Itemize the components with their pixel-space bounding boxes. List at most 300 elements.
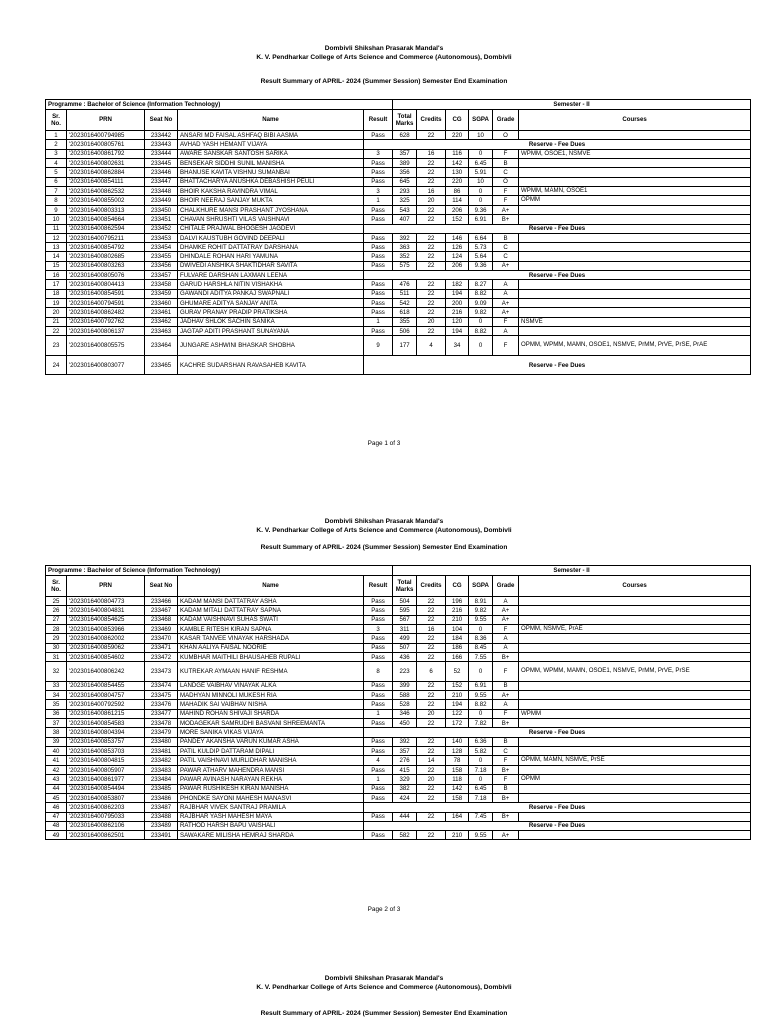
cell-cg: 152: [446, 215, 469, 224]
cell-name: JADHAV SHLOK SACHIN SANIKA: [178, 317, 364, 327]
cell-sgpa: 0: [469, 775, 493, 785]
cell-total: 177: [393, 336, 417, 356]
cell-seat: 233455: [145, 252, 178, 261]
cell-grade: A: [493, 700, 519, 709]
cell-total: 293: [393, 186, 417, 196]
cell-grade: C: [493, 747, 519, 756]
cell-sgpa: 0: [469, 624, 493, 634]
cell-courses: OPMM: [519, 775, 751, 785]
cell-credits: 22: [417, 747, 446, 756]
cell-grade: A+: [493, 205, 519, 214]
cell-seat: 233465: [145, 355, 178, 375]
cell-sgpa: 9.55: [469, 615, 493, 624]
cell-cg: 164: [446, 812, 469, 821]
cell-sr: 19: [46, 298, 67, 307]
cell-sr: 41: [46, 756, 67, 766]
cell-courses: [519, 298, 751, 307]
cell-name: CHITALE PRAJWAL BHOGESH JAGDEVI: [178, 224, 364, 233]
cell-grade: A+: [493, 615, 519, 624]
cell-sgpa: 5.73: [469, 243, 493, 252]
cell-cg: 128: [446, 747, 469, 756]
cell-name: KASAR TANVEE VINAYAK HARSHADA: [178, 634, 364, 643]
cell-name: PATIL KULDIP DATTARAM DIPALI: [178, 747, 364, 756]
cell-result: Pass: [364, 289, 393, 298]
cell-sr: 33: [46, 681, 67, 690]
cell-credits: 22: [417, 308, 446, 317]
cell-total: 588: [393, 691, 417, 700]
cell-sgpa: 8.82: [469, 700, 493, 709]
cell-total: 595: [393, 606, 417, 615]
cell-cg: 166: [446, 652, 469, 661]
table-row: [46, 233, 751, 242]
cell-cg: 158: [446, 765, 469, 774]
cell-result: 8: [364, 662, 393, 682]
cell-reserve-status: Reserve - Fee Dues: [364, 224, 751, 233]
cell-seat: 233459: [145, 289, 178, 298]
cell-prn: '2023016400804773: [67, 597, 145, 606]
cell-result: Pass: [364, 261, 393, 270]
cell-cg: 114: [446, 196, 469, 206]
semester-label: Semester - II: [393, 100, 751, 110]
cell-sgpa: 0: [469, 662, 493, 682]
cell-name: KAMBLE RITESH KIRAN SAPNA: [178, 624, 364, 634]
cell-prn: '2023016400853966: [67, 624, 145, 634]
cell-name: PHONDKE SAYONI MAHESH MANASVI: [178, 793, 364, 802]
cell-total: 223: [393, 662, 417, 682]
cell-cg: 118: [446, 775, 469, 785]
cell-sgpa: 0: [469, 756, 493, 766]
cell-name: MODAGEKAR SAMRUDHI BASVANI SHREEMANTA: [178, 719, 364, 728]
cell-name: GHUMARE ADITYA SANJAY ANITA: [178, 298, 364, 307]
cell-sr: 44: [46, 784, 67, 793]
col-result: Result: [364, 110, 393, 131]
cell-sr: 13: [46, 243, 67, 252]
cell-name: BHOIR KAKSHA RAVINDRA VIMAL: [178, 186, 364, 196]
cell-total: 392: [393, 233, 417, 242]
report-title: Result Summary of APRIL- 2024 (Summer Session) Semester End Examination: [260, 544, 508, 551]
cell-credits: 22: [417, 159, 446, 168]
cell-cg: 142: [446, 159, 469, 168]
cell-sgpa: 8.36: [469, 634, 493, 643]
cell-name: MORE SANIKA VIKAS VIJAYA: [178, 728, 364, 737]
cell-name: RATHOD HARSH BAPU VAISHALI: [178, 821, 364, 830]
cell-result: 4: [364, 756, 393, 766]
cell-sgpa: 0: [469, 186, 493, 196]
cell-cg: 78: [446, 756, 469, 766]
cell-sr: 23: [46, 336, 67, 356]
report-title: Result Summary of APRIL- 2024 (Summer Session) Semester End Examination: [260, 78, 508, 85]
cell-sr: 4: [46, 159, 67, 168]
cell-grade: B: [493, 737, 519, 746]
cell-name: PANDEY AKANSHA VARUN KUMAR ASHA: [178, 737, 364, 746]
cell-sr: 35: [46, 700, 67, 709]
cell-courses: [519, 597, 751, 606]
cell-name: JUNGARE ASHWINI BHASKAR SHOBHA: [178, 336, 364, 356]
cell-sgpa: 5.82: [469, 747, 493, 756]
cell-result: Pass: [364, 747, 393, 756]
col-courses: Courses: [519, 576, 751, 597]
cell-reserve-status: Reserve - Fee Dues: [364, 140, 751, 149]
cell-cg: 158: [446, 793, 469, 802]
cell-total: 356: [393, 168, 417, 177]
cell-seat: 233460: [145, 298, 178, 307]
table-row: [46, 793, 751, 802]
cell-seat: 233469: [145, 624, 178, 634]
cell-seat: 233445: [145, 159, 178, 168]
cell-seat: 233473: [145, 662, 178, 682]
cell-prn: '2023016400794985: [67, 131, 145, 140]
cell-sr: 45: [46, 793, 67, 802]
cell-courses: [519, 747, 751, 756]
table-row: [46, 756, 751, 766]
cell-result: 9: [364, 336, 393, 356]
table-row: [46, 606, 751, 615]
cell-prn: '2023016400792762: [67, 317, 145, 327]
cell-courses: [519, 308, 751, 317]
cell-reserve-status: Reserve - Fee Dues: [364, 803, 751, 812]
cell-courses: [519, 765, 751, 774]
cell-credits: 16: [417, 186, 446, 196]
cell-grade: O: [493, 131, 519, 140]
cell-name: DWIVEDI ANSHIKA SHAKTIDHAR SAVITA: [178, 261, 364, 270]
table-row: [46, 634, 751, 643]
cell-courses: WPMM, MAMN, OSOE1: [519, 186, 751, 196]
cell-grade: A+: [493, 606, 519, 615]
cell-sgpa: 9.55: [469, 691, 493, 700]
cell-credits: 22: [417, 765, 446, 774]
cell-result: 3: [364, 624, 393, 634]
cell-prn: '2023016400795211: [67, 233, 145, 242]
cell-cg: 120: [446, 317, 469, 327]
cell-prn: '2023016400854494: [67, 784, 145, 793]
cell-total: 507: [393, 643, 417, 652]
cell-courses: [519, 168, 751, 177]
cell-total: 504: [393, 597, 417, 606]
cell-cg: 146: [446, 233, 469, 242]
cell-credits: 22: [417, 831, 446, 840]
table-row: [46, 821, 751, 830]
table-row: [46, 336, 751, 356]
cell-credits: 20: [417, 317, 446, 327]
cell-total: 450: [393, 719, 417, 728]
cell-cg: 126: [446, 243, 469, 252]
cell-result: Pass: [364, 177, 393, 186]
cell-credits: 22: [417, 289, 446, 298]
cell-name: DHAMKE ROHIT DATTATRAY DARSHANA: [178, 243, 364, 252]
cell-sgpa: 7.18: [469, 793, 493, 802]
cell-prn: '2023016400862203: [67, 803, 145, 812]
cell-credits: 22: [417, 691, 446, 700]
col-total: Total Marks: [393, 110, 417, 131]
cell-credits: 22: [417, 615, 446, 624]
cell-name: DALVI KAUSTUBH GOVIND DEEPALI: [178, 233, 364, 242]
table-header-row: [46, 576, 751, 597]
cell-name: PAWAR ATHARV MAHENDRA MANSI: [178, 765, 364, 774]
institution-name: Dombivli Shikshan Prasarak Mandal's: [324, 518, 444, 525]
cell-grade: B: [493, 681, 519, 690]
cell-reserve-status: Reserve - Fee Dues: [364, 355, 751, 375]
cell-grade: A+: [493, 298, 519, 307]
cell-seat: 233456: [145, 261, 178, 270]
cell-cg: 142: [446, 784, 469, 793]
col-seat: Seat No: [145, 110, 178, 131]
cell-credits: 22: [417, 652, 446, 661]
cell-result: Pass: [364, 831, 393, 840]
table-row: [46, 308, 751, 317]
col-result: Result: [364, 576, 393, 597]
cell-cg: 34: [446, 336, 469, 356]
cell-sr: 17: [46, 280, 67, 289]
cell-result: 1: [364, 317, 393, 327]
cell-prn: '2023016400862501: [67, 831, 145, 840]
cell-sgpa: 8.91: [469, 597, 493, 606]
cell-grade: F: [493, 775, 519, 785]
institution-name: Dombivli Shikshan Prasarak Mandal's: [324, 975, 444, 982]
cell-sr: 42: [46, 765, 67, 774]
cell-sr: 37: [46, 719, 67, 728]
cell-courses: [519, 215, 751, 224]
cell-prn: '2023016400854455: [67, 681, 145, 690]
cell-credits: 22: [417, 606, 446, 615]
cell-result: 1: [364, 709, 393, 719]
cell-courses: [519, 691, 751, 700]
cell-name: FULVARE DARSHAN LAXMAN LEENA: [178, 271, 364, 280]
cell-sr: 48: [46, 821, 67, 830]
cell-seat: 233444: [145, 149, 178, 159]
col-courses: Courses: [519, 110, 751, 131]
cell-credits: 22: [417, 327, 446, 336]
cell-credits: 22: [417, 793, 446, 802]
cell-prn: '2023016400861792: [67, 149, 145, 159]
cell-courses: [519, 812, 751, 821]
cell-grade: A: [493, 289, 519, 298]
cell-name: KACHRE SUDARSHAN RAVASAHEB KAVITA: [178, 355, 364, 375]
cell-sgpa: 7.82: [469, 719, 493, 728]
col-sr: Sr. No.: [46, 110, 67, 131]
cell-result: Pass: [364, 308, 393, 317]
cell-total: 352: [393, 252, 417, 261]
cell-seat: 233486: [145, 793, 178, 802]
cell-grade: A+: [493, 308, 519, 317]
cell-credits: 16: [417, 149, 446, 159]
col-cg: CG: [446, 110, 469, 131]
cell-sr: 32: [46, 662, 67, 682]
cell-credits: 22: [417, 177, 446, 186]
cell-sgpa: 9.82: [469, 606, 493, 615]
col-cg: CG: [446, 576, 469, 597]
cell-sgpa: 10: [469, 131, 493, 140]
table-row: [46, 652, 751, 661]
cell-cg: 210: [446, 831, 469, 840]
cell-result: Pass: [364, 159, 393, 168]
cell-result: 3: [364, 149, 393, 159]
cell-seat: 233488: [145, 812, 178, 821]
cell-credits: 22: [417, 233, 446, 242]
cell-courses: [519, 233, 751, 242]
col-seat: Seat No: [145, 576, 178, 597]
cell-courses: [519, 289, 751, 298]
cell-credits: 22: [417, 784, 446, 793]
cell-total: 392: [393, 737, 417, 746]
cell-cg: 210: [446, 615, 469, 624]
cell-courses: OPMM, WPMM, MAMN, OSOE1, NSMVE, PrMM, PrVE, PrSE, PrAE: [519, 336, 751, 356]
cell-name: PATIL VAISHNAVI MURLIDHAR MANISHA: [178, 756, 364, 766]
cell-grade: F: [493, 662, 519, 682]
cell-courses: NSMVE: [519, 317, 751, 327]
cell-seat: 233454: [145, 243, 178, 252]
cell-result: Pass: [364, 765, 393, 774]
cell-grade: B+: [493, 793, 519, 802]
cell-cg: 86: [446, 186, 469, 196]
table-row: [46, 643, 751, 652]
cell-seat: 233463: [145, 327, 178, 336]
cell-total: 357: [393, 747, 417, 756]
cell-prn: '2023016400792592: [67, 700, 145, 709]
cell-grade: F: [493, 624, 519, 634]
cell-cg: 206: [446, 261, 469, 270]
col-name: Name: [178, 110, 364, 131]
cell-seat: 233464: [145, 336, 178, 356]
cell-total: 399: [393, 681, 417, 690]
cell-courses: [519, 719, 751, 728]
table-row: [46, 355, 751, 375]
table-row: [46, 196, 751, 206]
cell-sr: 2: [46, 140, 67, 149]
cell-total: 575: [393, 261, 417, 270]
cell-sgpa: 0: [469, 709, 493, 719]
cell-prn: '2023016400854792: [67, 243, 145, 252]
cell-total: 528: [393, 700, 417, 709]
cell-credits: 22: [417, 737, 446, 746]
cell-courses: [519, 831, 751, 840]
cell-credits: 6: [417, 662, 446, 682]
table-row: [46, 747, 751, 756]
cell-sgpa: 9.82: [469, 308, 493, 317]
table-row: [46, 615, 751, 624]
cell-total: 276: [393, 756, 417, 766]
table-row: [46, 215, 751, 224]
cell-total: 363: [393, 243, 417, 252]
cell-seat: 233461: [145, 308, 178, 317]
cell-grade: B+: [493, 765, 519, 774]
table-row: [46, 709, 751, 719]
table-row: [46, 812, 751, 821]
cell-credits: 22: [417, 597, 446, 606]
cell-prn: '2023016400806242: [67, 662, 145, 682]
cell-prn: '2023016400862532: [67, 186, 145, 196]
cell-sr: 3: [46, 149, 67, 159]
cell-name: CHAVAN SHRUSHTI VILAS VAISHNAVI: [178, 215, 364, 224]
cell-name: BENSEKAR SIDDHI SUNIL MANISHA: [178, 159, 364, 168]
college-name: K. V. Pendharkar College of Arts Science and Commerce (Autonomous), Dombivli: [256, 984, 512, 991]
cell-credits: 22: [417, 252, 446, 261]
table-row: [46, 719, 751, 728]
cell-sgpa: 0: [469, 317, 493, 327]
cell-result: Pass: [364, 691, 393, 700]
col-prn: PRN: [67, 576, 145, 597]
cell-name: KUMBHAR MAITHILI BHAUSAHEB RUPALI: [178, 652, 364, 661]
cell-prn: '2023016400854664: [67, 215, 145, 224]
cell-seat: 233453: [145, 233, 178, 242]
cell-prn: '2023016400804413: [67, 280, 145, 289]
cell-courses: [519, 793, 751, 802]
cell-seat: 233491: [145, 831, 178, 840]
cell-sr: 34: [46, 691, 67, 700]
cell-prn: '2023016400862106: [67, 821, 145, 830]
cell-result: Pass: [364, 243, 393, 252]
col-total: Total Marks: [393, 576, 417, 597]
table-row: [46, 149, 751, 159]
cell-prn: '2023016400854602: [67, 652, 145, 661]
cell-total: 355: [393, 317, 417, 327]
cell-result: 1: [364, 196, 393, 206]
cell-sr: 21: [46, 317, 67, 327]
cell-grade: B: [493, 233, 519, 242]
cell-cg: 172: [446, 719, 469, 728]
cell-prn: '2023016400802631: [67, 159, 145, 168]
cell-sr: 38: [46, 728, 67, 737]
cell-credits: 4: [417, 336, 446, 356]
cell-total: 628: [393, 131, 417, 140]
cell-sgpa: 8.27: [469, 280, 493, 289]
cell-name: JAGTAP ADITI PRASHANT SUNAYANA: [178, 327, 364, 336]
cell-seat: 233462: [145, 317, 178, 327]
cell-credits: 22: [417, 243, 446, 252]
cell-prn: '2023016400803263: [67, 261, 145, 270]
report-title: Result Summary of APRIL- 2024 (Summer Session) Semester End Examination: [260, 1010, 508, 1017]
cell-prn: '2023016400862884: [67, 168, 145, 177]
cell-name: RAJBHAR YASH MAHESH MAYA: [178, 812, 364, 821]
page-number: Page 1 of 3: [367, 440, 401, 447]
cell-result: Pass: [364, 643, 393, 652]
table-row: [46, 186, 751, 196]
cell-sgpa: 0: [469, 336, 493, 356]
cell-name: RAJBHAR VIVEK SANTRAJ PRAMILA: [178, 803, 364, 812]
college-name: K. V. Pendharkar College of Arts Science and Commerce (Autonomous), Dombivli: [256, 527, 512, 534]
table-row: [46, 765, 751, 774]
cell-sr: 16: [46, 271, 67, 280]
cell-cg: 196: [446, 597, 469, 606]
cell-sgpa: 5.91: [469, 168, 493, 177]
cell-prn: '2023016400861215: [67, 709, 145, 719]
cell-seat: 233450: [145, 205, 178, 214]
cell-result: Pass: [364, 205, 393, 214]
cell-prn: '2023016400859062: [67, 643, 145, 652]
cell-name: MAHIND ROHAN SHIVAJI SHARDA: [178, 709, 364, 719]
cell-seat: 233468: [145, 615, 178, 624]
cell-result: Pass: [364, 327, 393, 336]
result-table: [45, 99, 751, 375]
cell-reserve-status: Reserve - Fee Dues: [364, 271, 751, 280]
table-row: [46, 289, 751, 298]
cell-seat: 233482: [145, 756, 178, 766]
cell-name: BHANUSE KAVITA VISHNU SUMANBAI: [178, 168, 364, 177]
cell-seat: 233471: [145, 643, 178, 652]
cell-cg: 200: [446, 298, 469, 307]
cell-total: 444: [393, 812, 417, 821]
table-row: [46, 597, 751, 606]
cell-name: CHALKHURE MANSI PRASHANT JYOSHANA: [178, 205, 364, 214]
result-table: [45, 565, 751, 840]
cell-seat: 233483: [145, 765, 178, 774]
cell-total: 357: [393, 149, 417, 159]
cell-name: KADAM MITALI DATTATRAY SAPNA: [178, 606, 364, 615]
cell-result: Pass: [364, 793, 393, 802]
cell-credits: 22: [417, 261, 446, 270]
cell-courses: [519, 784, 751, 793]
cell-prn: '2023016400805761: [67, 140, 145, 149]
cell-seat: 233476: [145, 700, 178, 709]
